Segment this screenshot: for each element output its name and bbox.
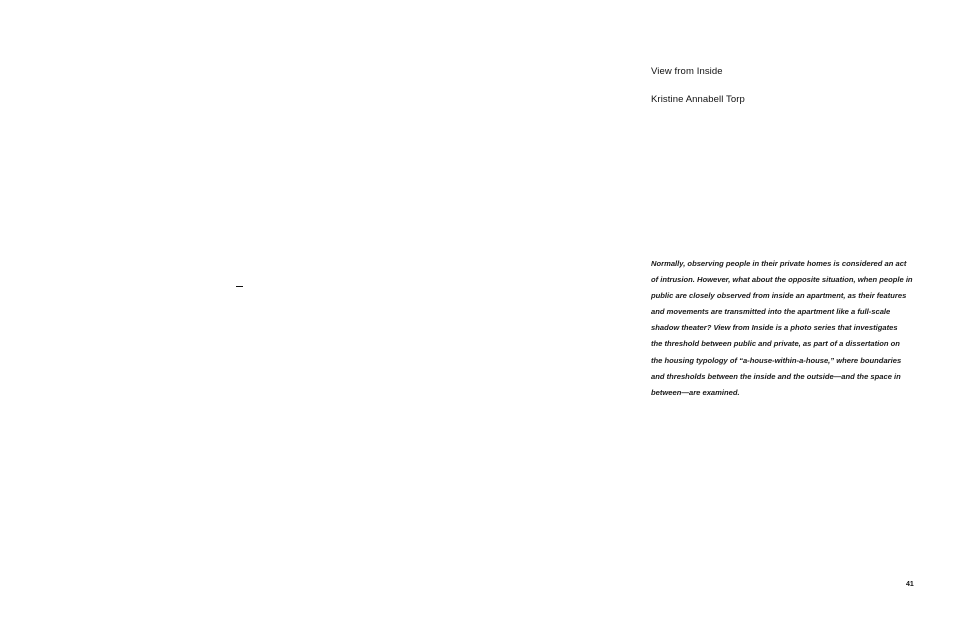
body-line: of intrusion. However, what about the opposite situation, when people in — [651, 275, 913, 285]
body-line: Normally, observing people in their private homes is considered an act — [651, 259, 907, 268]
page-number: 41 — [906, 581, 914, 588]
author-name: Kristine Annabell Torp — [651, 94, 745, 105]
dash-mark — [236, 286, 243, 287]
body-line: the housing typology of “a-house-within-a-house,” where boundaries — [651, 355, 902, 365]
body-line: and thresholds between the inside and the outside—and the space in — [651, 371, 901, 381]
body-line: and movements are transmitted into the apartment like a full-scale — [651, 307, 891, 317]
body-line: shadow theater? View from Inside is a photo series that investigates — [651, 323, 898, 333]
body-line: the threshold between public and private, as part of a dissertation on — [651, 339, 900, 349]
right-page — [480, 0, 960, 617]
body-line: between—are examined. — [651, 387, 740, 397]
body-line: public are closely observed from inside an apartment, as their features — [651, 291, 907, 301]
page-title: View from Inside — [651, 66, 723, 77]
body-paragraph — [651, 256, 913, 401]
